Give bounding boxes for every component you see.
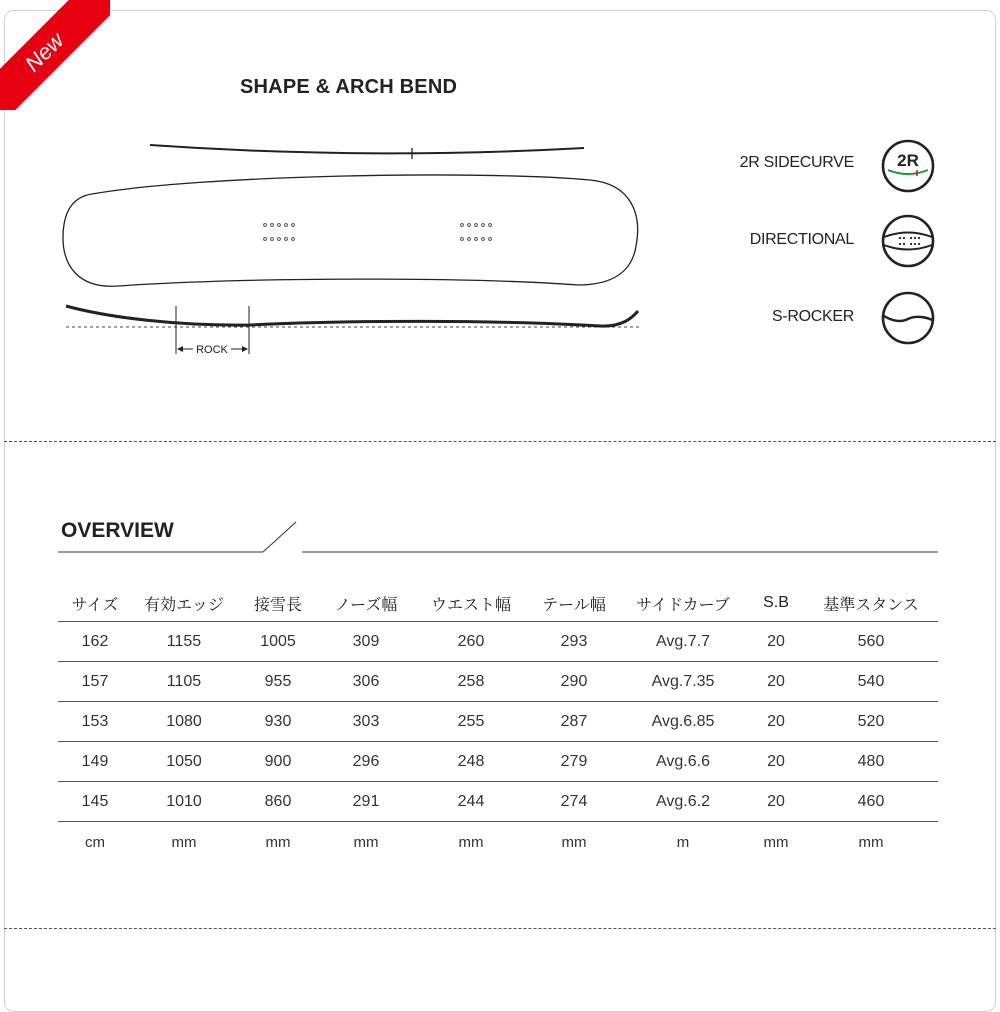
insert-holes-front	[264, 224, 295, 241]
table-row	[58, 702, 938, 742]
table-cell: 287	[530, 702, 618, 742]
table-cell: 1010	[132, 782, 236, 822]
table-cell: 20	[748, 662, 804, 702]
table-cell: 460	[804, 782, 938, 822]
column-header: 有効エッジ	[132, 585, 236, 622]
table-cell: 1105	[132, 662, 236, 702]
spec-table	[58, 585, 938, 862]
table-cell: 258	[412, 662, 530, 702]
table-row	[58, 782, 938, 822]
column-header: ノーズ幅	[320, 585, 412, 622]
table-cell: 162	[58, 622, 132, 662]
table-cell: 20	[748, 622, 804, 662]
table-cell: 157	[58, 662, 132, 702]
table-cell: 293	[530, 622, 618, 662]
table-cell: 153	[58, 702, 132, 742]
table-cell: 20	[748, 742, 804, 782]
table-cell: 480	[804, 742, 938, 782]
table-cell: Avg.6.6	[618, 742, 748, 782]
column-header: 接雪長	[236, 585, 320, 622]
column-header: 基準スタンス	[804, 585, 938, 622]
table-cell: 306	[320, 662, 412, 702]
table-cell: Avg.7.35	[618, 662, 748, 702]
column-header: サイドカーブ	[618, 585, 748, 622]
table-cell: 296	[320, 742, 412, 782]
table-cell: 520	[804, 702, 938, 742]
table-cell: 955	[236, 662, 320, 702]
table-cell: 309	[320, 622, 412, 662]
overview-underline	[0, 515, 1000, 560]
unit-cell: mm	[353, 833, 379, 851]
2r-icon-text: 2R	[897, 151, 919, 170]
table-cell: 20	[748, 702, 804, 742]
table-cell: 291	[320, 782, 412, 822]
table-cell: Avg.7.7	[618, 622, 748, 662]
bottom-divider	[4, 928, 996, 929]
directional-icon	[880, 213, 936, 269]
table-cell: 930	[236, 702, 320, 742]
table-cell: 279	[530, 742, 618, 782]
table-cell: 900	[236, 742, 320, 782]
section-divider	[4, 441, 996, 442]
table-cell: 244	[412, 782, 530, 822]
table-cell: 1005	[236, 622, 320, 662]
units-row	[58, 822, 938, 863]
table-cell: Avg.6.2	[618, 782, 748, 822]
table-cell: 560	[804, 622, 938, 662]
overview-title: OVERVIEW	[61, 519, 174, 542]
table-cell: 145	[58, 782, 132, 822]
unit-cell: mm	[561, 833, 587, 851]
table-cell: 260	[412, 622, 530, 662]
unit-cell: mm	[265, 833, 291, 851]
column-header: サイズ	[58, 585, 132, 622]
2r-sidecurve-icon	[880, 138, 936, 194]
column-header: S.B	[748, 585, 804, 622]
sidecut-profile-line	[150, 145, 584, 153]
board-outline	[63, 175, 638, 286]
table-cell: 149	[58, 742, 132, 782]
table-cell: 274	[530, 782, 618, 822]
unit-cell: mm	[763, 833, 789, 851]
column-header: テール幅	[530, 585, 618, 622]
feature-label-directional: DIRECTIONAL	[749, 231, 854, 248]
unit-cell: mm	[171, 833, 197, 851]
table-cell: 290	[530, 662, 618, 702]
rock-label: ROCK	[196, 344, 228, 356]
table-cell: 1050	[132, 742, 236, 782]
unit-cell: cm	[85, 833, 105, 851]
table-cell: 1080	[132, 702, 236, 742]
shape-title: SHAPE & ARCH BEND	[240, 76, 458, 98]
table-row	[58, 622, 938, 662]
s-rocker-icon	[880, 290, 936, 346]
table-row	[58, 742, 938, 782]
insert-holes-rear	[461, 224, 492, 241]
table-cell: 860	[236, 782, 320, 822]
table-cell: 255	[412, 702, 530, 742]
rocker-profile-line	[66, 306, 638, 326]
unit-cell: mm	[858, 833, 884, 851]
table-cell: 248	[412, 742, 530, 782]
board-diagram	[0, 0, 700, 370]
new-badge-label: New	[19, 27, 69, 77]
table-cell: 540	[804, 662, 938, 702]
table-row	[58, 662, 938, 702]
table-cell: 303	[320, 702, 412, 742]
table-cell: Avg.6.85	[618, 702, 748, 742]
table-cell: 20	[748, 782, 804, 822]
unit-cell: mm	[458, 833, 484, 851]
feature-label-s-rocker: S-ROCKER	[771, 308, 854, 325]
column-header: ウエスト幅	[412, 585, 530, 622]
unit-cell: m	[676, 833, 690, 851]
feature-label-2r-sidecurve: 2R SIDECURVE	[739, 154, 854, 171]
table-cell: 1155	[132, 622, 236, 662]
table-header-row	[58, 585, 938, 622]
